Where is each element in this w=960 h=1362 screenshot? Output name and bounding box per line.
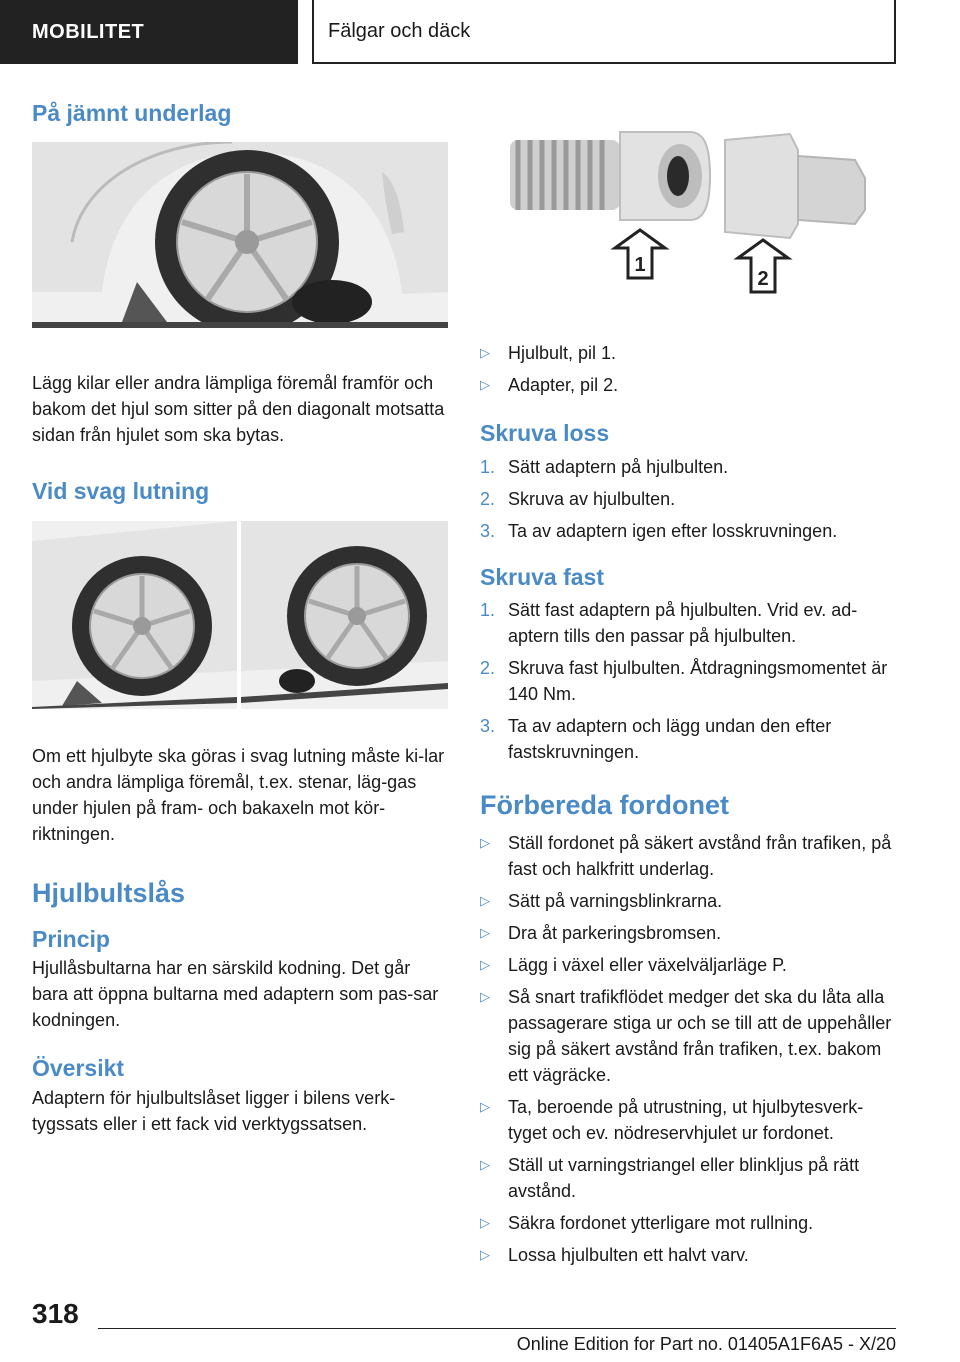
list-item: 3. Ta av adaptern och lägg undan den efter fastskruvningen. [480,716,832,763]
paragraph-overview: Adaptern för hjulbultslåset ligger i bilens verk-tygssats eller i ett fack vid verktygssatsen. [32,1087,396,1134]
paragraph-principle: Hjullåsbultarna har en särskild kodning. Det går bara att öppna bultarna med adaptern som pas-sar kodningen. [32,958,439,1031]
heading-loosen: Skruva loss [480,420,610,446]
heading-tighten: Skruva fast [480,563,605,590]
section-tab: MOBILITET [0,0,298,64]
loosen-steps [480,454,896,544]
triangle-bullet-icon: ▷ [480,1246,490,1262]
list-item: ▷ Ställ fordonet på säkert avstånd från trafiken, på fast och halkfritt underlag. [480,830,896,882]
triangle-bullet-icon: ▷ [480,1214,490,1230]
tighten-steps [480,597,896,765]
heading-slight-slope: Vid svag lutning [32,477,210,504]
paragraph-slight-slope: Om ett hjulbyte ska göras i svag lutning måste ki-lar och andra lämpliga föremål, t.ex. stenar, läg-gas under hjulen på fram- och bakaxeln mot kör-riktningen. [32,746,445,845]
triangle-bullet-icon: ▷ [480,924,490,940]
triangle-bullet-icon: ▷ [480,345,490,360]
triangle-bullet-icon: ▷ [480,988,490,1004]
figure-label-adapter: 2 [757,268,769,290]
figure-label-bolt: 1 [634,254,646,276]
heading-prepare-vehicle: Förbereda fordonet [480,790,730,821]
list-item: ▷ Så snart trafikflödet medger det ska du låta alla passagerare stiga ur och se till att de uppehåller sig på säkert avstånd från trafiken, t.ex. bakom ett vägräcke. [480,984,896,1088]
edition-note: Online Edition for Part no. 01405A1F6A5 - X/20 [516,1334,896,1354]
list-item: ▷ Hjulbult, pil 1. [480,340,896,366]
triangle-bullet-icon: ▷ [480,956,490,972]
list-item: ▷ Säkra fordonet ytterligare mot rullning. [480,1210,896,1236]
right-column [480,128,896,1274]
list-item: 2. Skruva av hjulbulten. [480,488,676,509]
heading-overview: Översikt [32,1055,125,1082]
list-item: ▷ Sätt på varningsblinkrarna. [480,888,896,914]
footer-divider [98,1328,896,1329]
triangle-bullet-icon: ▷ [480,892,490,908]
heading-wheel-lock: Hjulbultslås [32,878,186,909]
list-item: ▷ Lossa hjulbulten ett halvt varv. [480,1242,896,1268]
list-item: ▷ Adapter, pil 2. [480,372,896,398]
triangle-bullet-icon: ▷ [480,1156,490,1172]
heading-flat-ground: På jämnt underlag [32,100,232,126]
list-item: 2. Skruva fast hjulbulten. Åtdragningsmomentet är 140 Nm. [480,658,888,705]
chapter-title: Fälgar och däck [312,0,896,64]
heading-principle: Princip [32,925,110,952]
list-item: ▷ Ta, beroende på utrustning, ut hjulbytesverk-tyget och ev. nödreservhjulet ur fordonet. [480,1094,896,1146]
list-item: ▷ Lägg i växel eller växelväljarläge P. [480,952,896,978]
triangle-bullet-icon: ▷ [480,1098,490,1114]
list-item: 1. Sätt fast adaptern på hjulbulten. Vrid ev. ad-aptern tills den passar på hjulbulten. [480,600,858,647]
prepare-list [480,830,896,1268]
list-item: ▷ Ställ ut varningstriangel eller blinkljus på rätt avstånd. [480,1152,896,1204]
triangle-bullet-icon: ▷ [480,377,490,392]
wheel-chock-slope-image [32,521,448,709]
paragraph-flat-ground: Lägg kilar eller andra lämpliga föremål framför och bakom det hjul som sitter på den diagonalt motsatta sidan från hjulet som ska bytas. [32,372,445,445]
list-item: 3. Ta av adaptern igen efter losskruvningen. [480,520,838,541]
triangle-bullet-icon: ▷ [480,834,490,850]
wheel-chock-flat-image [32,142,448,328]
list-item: 1. Sätt adaptern på hjulbulten. [480,456,729,477]
wheel-bolt-adapter-image [480,128,896,304]
list-item: ▷ Dra åt parkeringsbromsen. [480,920,896,946]
parts-list [480,340,896,398]
left-column [32,100,448,1137]
page-number: 318 [32,1298,79,1329]
